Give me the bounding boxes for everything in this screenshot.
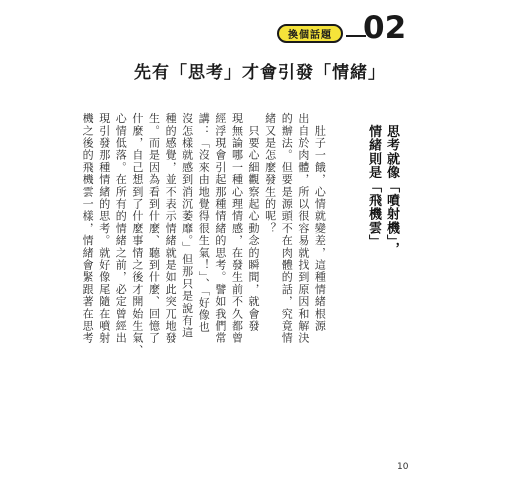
text-line: 緒又是怎麼發生的呢？ [263,112,277,235]
text-line: 講：「沒來由地覺得很生氣！」、「好像也 [197,112,211,334]
text-line: 機之後的飛機雲一樣，情緒會緊跟著在思考 [81,112,95,345]
text-line: 現無論哪一種心理情感，在發生前不久都曾 [230,112,244,345]
section-heading-line-2: 情緒則是「飛機雲」 [366,124,381,249]
text-line: 的辦法。但要是源頭不在肉體的話，究竟情 [280,112,294,345]
text-line: 什麼，自己想到了什麼事情之後才開始生氣、 [130,112,144,357]
text-line: 沒怎樣就感到消沉萎靡。」但那只是說有這 [180,112,194,339]
text-line: 出自於肉體，所以很容易就找到原因和解決 [296,112,310,345]
text-line: 只要心細觀察起心動念的瞬間，就會發 [247,112,261,333]
body-text-right-panel [81,103,344,357]
topic-tag: 換個話題 [277,24,343,43]
page-number: 10 [397,462,409,472]
text-line: 心情低落。在所有的情緒之前，必定曾經出 [114,112,128,345]
text-line: 經浮現會引起那種情緒的思考。譬如我們常 [213,112,227,345]
section-heading [346,103,418,256]
text-line: 肚子一餓，心情就變差，這種情緒根源 [313,112,327,333]
section-heading-line-1: 思考就像「噴射機」， [384,124,399,256]
text-line: 種的感覺，並不表示情緒就是如此突兀地發 [164,112,178,345]
text-line: 現引發那種情緒的思考。就好像尾隨在噴射 [97,112,111,345]
page-title: 先有「思考」才會引發「情緒」 [134,63,386,83]
chapter-number: 02 [363,10,407,46]
text-line: 生。而是因為看到什麼、聽到什麼、回憶了 [147,112,161,345]
